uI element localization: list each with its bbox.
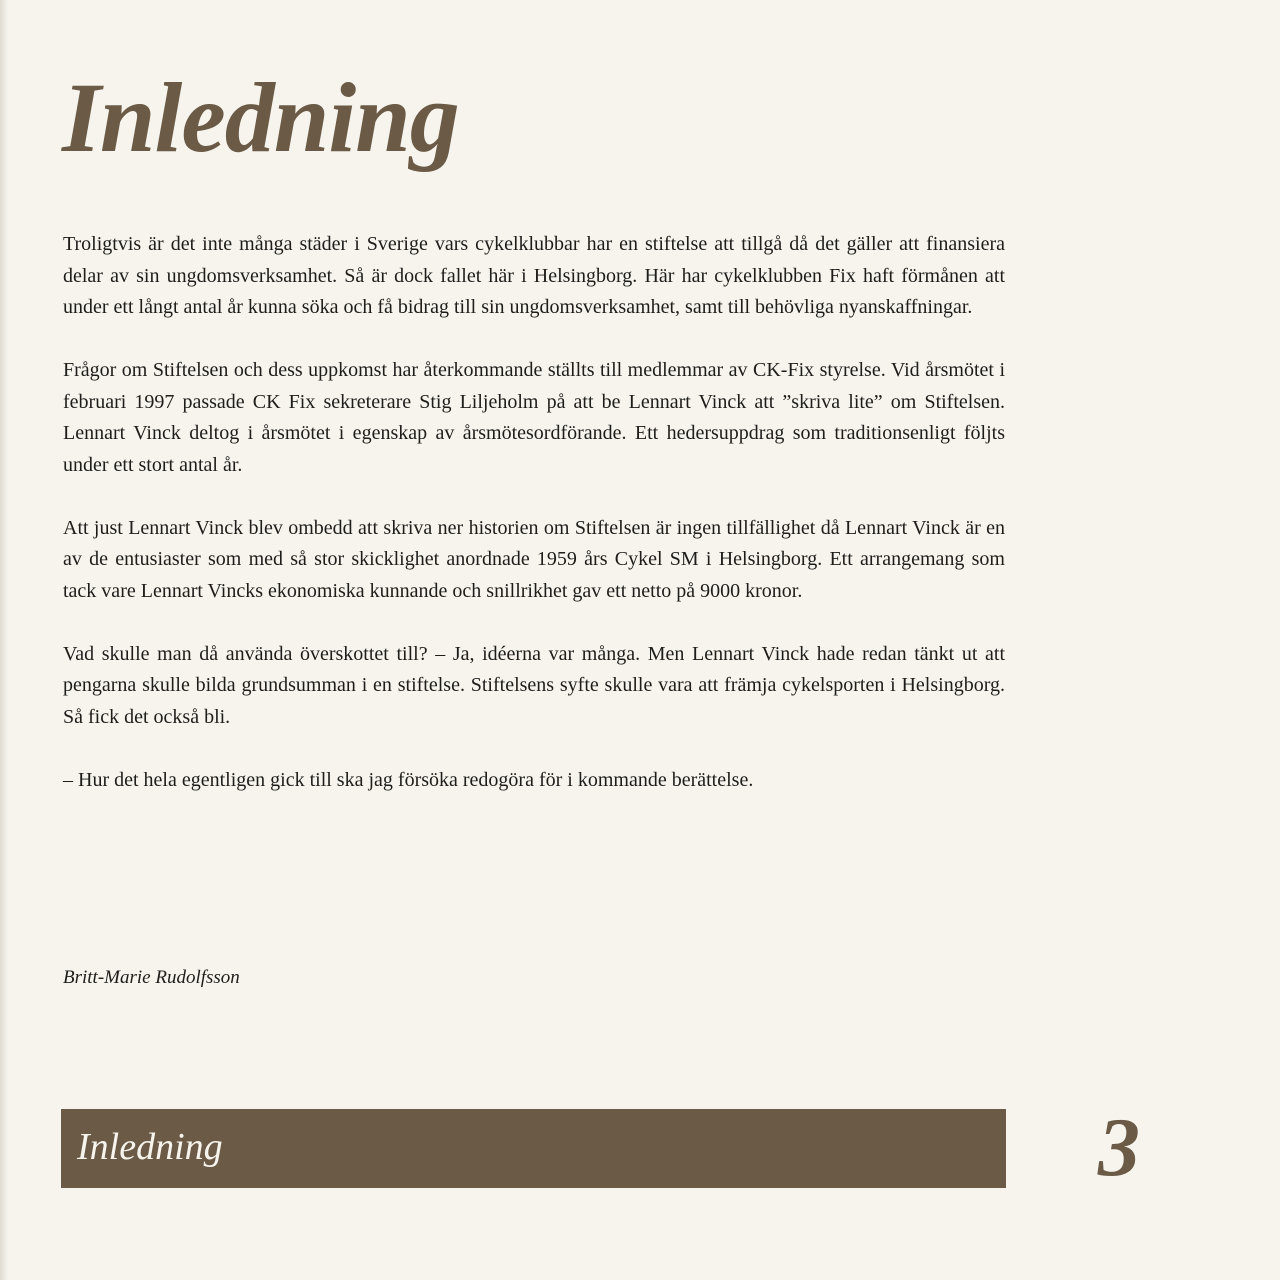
paragraph-1: Troligtvis är det inte många städer i Sverige vars cykelklubbar har en stiftelse att tillgå då det gäller att finansiera delar av sin ungdomsverksamhet. Så är dock fallet här i Helsingborg. Här har cykelklubben Fix haft förmånen att under ett långt antal år kunna söka och få bidrag till sin ungdomsverksamhet, samt till behövliga nyanskaffningar. xyxy=(63,233,1005,318)
author-signature: Britt-Marie Rudolfsson xyxy=(63,967,240,988)
page-title: Inledning xyxy=(62,62,459,173)
page-number: 3 xyxy=(1098,1101,1140,1194)
paragraph-3: Att just Lennart Vinck blev ombedd att skriva ner historien om Stiftelsen är ingen tillfällighet då Lennart Vinck är en av de entusiaster som med så stor skicklighet anordnade 1959 års Cykel SM i Helsingborg. Ett arrangemang som tack vare Lennart Vincks ekonomiska kunnande och snillrikhet gav ett netto på 9000 kronor. xyxy=(63,516,1005,602)
body-text xyxy=(63,229,1005,828)
footer-section-label: Inledning xyxy=(77,1126,223,1168)
page-edge-shadow xyxy=(0,0,8,1280)
paragraph-2: Frågor om Stiftelsen och dess uppkomst har återkommande ställts till medlemmar av CK-Fix styrelse. Vid årsmötet i februari 1997 passade CK Fix sekreterare Stig Liljeholm på att be Lennart Vinck att ”skriva lite” om Stiftelsen. Lennart Vinck deltog i årsmötet i egenskap av årsmötesordförande. Ett hedersuppdrag som traditionsenligt följts under ett stort antal år. xyxy=(63,359,1005,476)
paragraph-4: Vad skulle man då använda överskottet till? – Ja, idéerna var många. Men Lennart Vinck hade redan tänkt ut att pengarna skulle bilda grundsumman i en stiftelse. Stiftelsens syfte skulle vara att främja cykelsporten i Helsingborg. Så fick det också bli. xyxy=(63,642,1005,728)
footer-section-bar xyxy=(61,1109,1006,1188)
paragraph-5: – Hur det hela egentligen gick till ska jag försöka redogöra för i kommande berättelse. xyxy=(63,768,754,791)
